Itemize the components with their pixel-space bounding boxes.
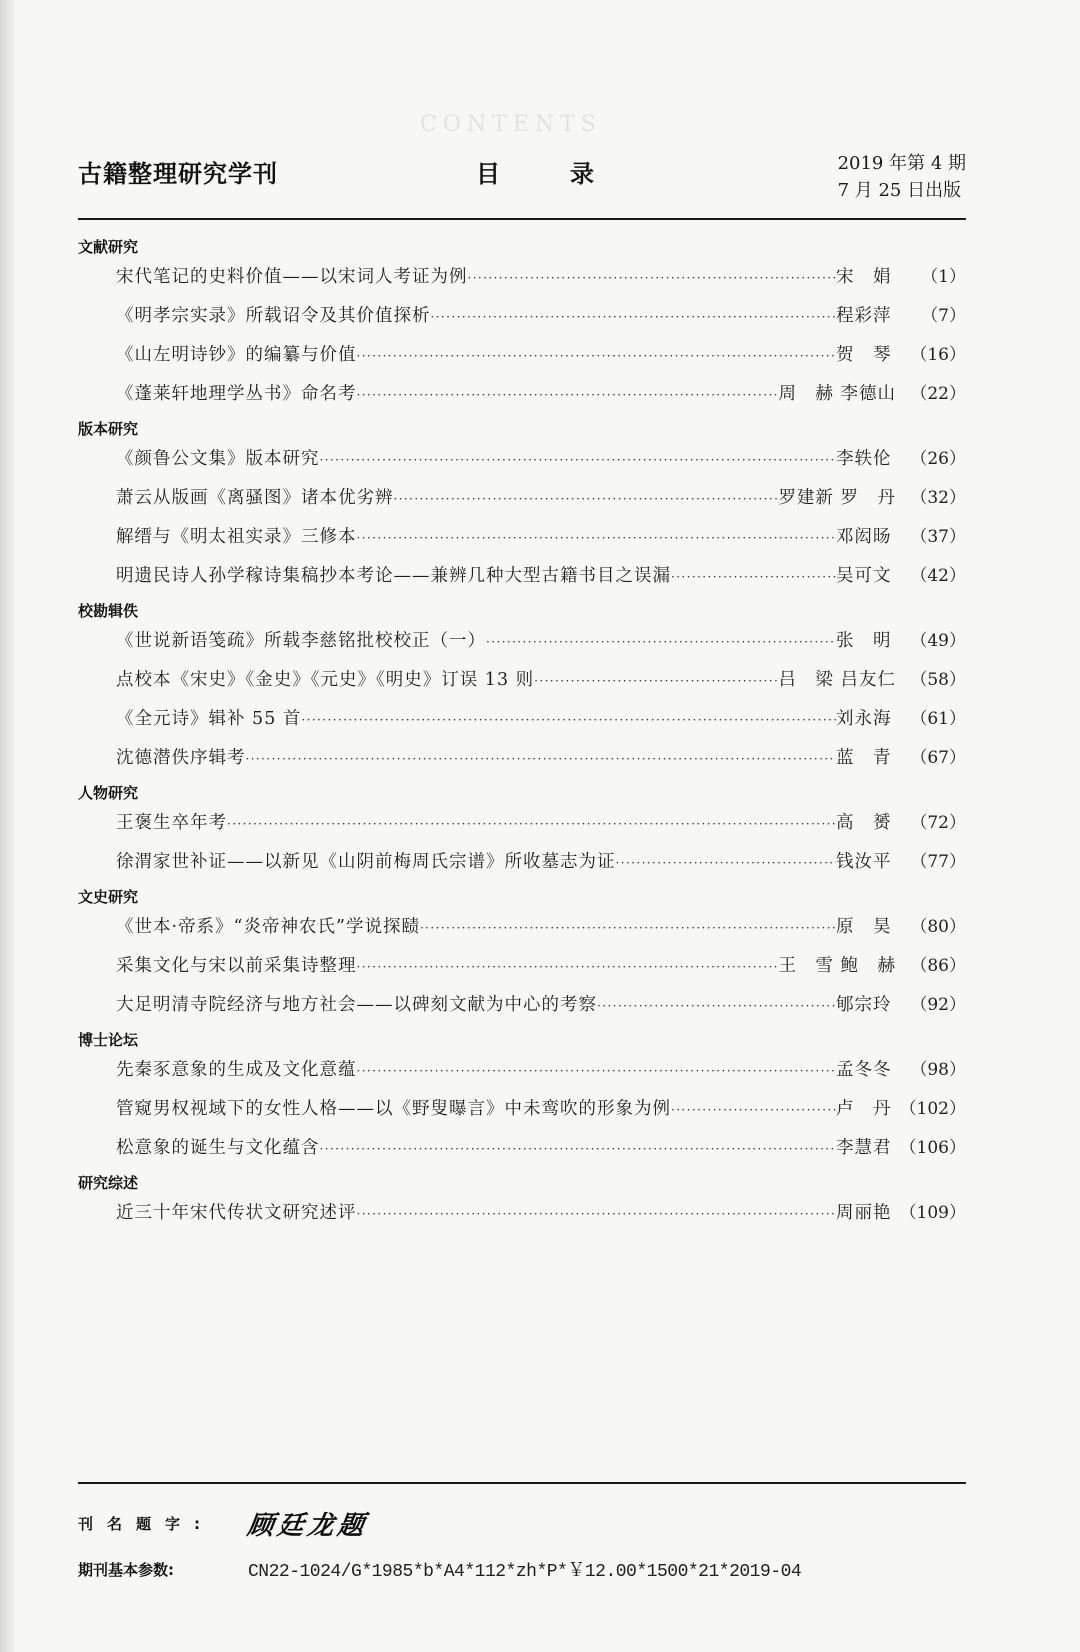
dot-leader [357,1195,837,1234]
entry-page: （106） [899,1138,966,1158]
dot-leader [227,805,836,844]
issue-number: 2019 年第 4 期 [837,153,966,174]
entry-page: （92） [910,995,966,1015]
dot-leader [431,298,837,337]
entry-author: 卢 丹 [836,1099,892,1119]
table-of-contents [78,232,966,1233]
toc-entry [78,479,966,518]
dot-leader [246,740,837,779]
dot-leader [486,623,836,662]
entry-title: 宋代笔记的史料价值——以宋词人考证为例 [116,267,468,287]
toc-entry [78,297,966,336]
entry-title: 明遗民诗人孙学稼诗集稿抄本考论——兼辨几种大型古籍书目之误漏 [116,566,671,586]
toc-entry [78,908,966,947]
entry-page: （58） [910,670,966,690]
entry-author: 郇宗玲 [836,995,892,1015]
entry-title: 点校本《宋史》《金史》《元史》《明史》订误 13 则 [116,670,535,690]
toc-entry [78,843,966,882]
entry-page: （1） [921,267,966,287]
entry-title: 《世说新语笺疏》所载李慈铭批校校正（一） [116,631,486,651]
entry-page: （7） [921,306,966,326]
toc-entry [78,739,966,778]
toc-entry [78,700,966,739]
toc-entry [78,986,966,1025]
publish-date: 7 月 25 日出版 [837,180,962,201]
entry-author: 张 明 [836,631,892,651]
section-heading: 文献研究 [78,238,139,256]
entry-title: 《颜鲁公文集》版本研究 [116,449,320,469]
entry-page: （49） [910,631,966,651]
toc-entry [78,518,966,557]
dot-leader [468,259,837,298]
entry-title: 沈德潜佚序辑考 [116,748,246,768]
toc-entry [78,375,966,414]
entry-author: 吕 梁 吕友仁 [778,670,896,690]
toc-entry [78,258,966,297]
toc-entry [78,336,966,375]
entry-title: 管窥男权视域下的女性人格——以《野叟曝言》中未鸾吹的形象为例 [116,1099,671,1119]
section-heading: 博士论坛 [78,1031,139,1049]
entry-title: 松意象的诞生与文化蕴含 [116,1138,320,1158]
toc-entry [78,622,966,661]
footer-rule [78,1482,966,1484]
dot-leader [616,844,837,883]
entry-author: 邓闳旸 [836,527,892,547]
entry-title: 先秦豕意象的生成及文化意蕴 [116,1060,357,1080]
page-header [78,150,966,220]
entry-page: （26） [910,449,966,469]
dot-leader [320,441,837,480]
entry-title: 萧云从版画《离骚图》诸本优劣辨 [116,488,394,508]
entry-page: （98） [910,1060,966,1080]
entry-title: 大足明清寺院经济与地方社会——以碑刻文献为中心的考察 [116,995,597,1015]
toc-entry [78,557,966,596]
entry-author: 贺 琴 [836,345,892,365]
entry-title: 采集文化与宋以前采集诗整理 [116,956,357,976]
dot-leader [671,1091,836,1130]
entry-page: （86） [910,956,966,976]
entry-author: 王 雪 鲍 赫 [778,956,896,976]
dot-leader [301,701,836,740]
dot-leader [357,376,779,415]
entry-title: 《蓬莱轩地理学丛书》命名考 [116,384,357,404]
section-heading: 版本研究 [78,420,139,438]
entry-title: 徐渭家世补证——以新见《山阴前梅周氏宗谱》所收墓志为证 [116,852,616,872]
toc-entry [78,1051,966,1090]
calligraphy-label: 刊名题字: [78,1514,214,1533]
entry-page: （16） [910,345,966,365]
toc-entry [78,661,966,700]
toc-entry [78,1090,966,1129]
section-heading: 文史研究 [78,888,139,906]
dot-leader [357,519,837,558]
toc-entry [78,804,966,843]
entry-author: 钱汝平 [836,852,892,872]
entry-author: 高 赟 [836,813,892,833]
entry-page: （77） [910,852,966,872]
entry-title: 解缙与《明太祖实录》三修本 [116,527,357,547]
entry-page: （32） [910,488,966,508]
entry-page: （109） [899,1203,966,1223]
journal-params: CN22-1024/G*1985*b*A4*112*zh*P*￥12.00*1500*21*2019-04 [248,1562,802,1582]
entry-page: （37） [910,527,966,547]
entry-author: 宋 娟 [836,267,892,287]
toc-entry [78,440,966,479]
dot-leader [671,558,836,597]
entry-page: （61） [910,709,966,729]
entry-author: 李慧君 [836,1138,892,1158]
entry-author: 李轶伦 [836,449,892,469]
dot-leader [420,909,836,948]
entry-page: （42） [910,566,966,586]
dot-leader [357,337,837,376]
issue-info [838,150,966,204]
dot-leader [394,480,779,519]
entry-author: 原 昊 [836,917,892,937]
entry-author: 刘永海 [836,709,892,729]
calligraphy-row [78,1500,966,1546]
entry-title: 近三十年宋代传状文研究述评 [116,1203,357,1223]
params-label: 期刊基本参数: [78,1560,174,1579]
entry-author: 蓝 青 [836,748,892,768]
dot-leader [357,1052,837,1091]
dot-leader [357,948,779,987]
title-calligraphy: 顾廷龙题 [245,1510,370,1541]
entry-page: （72） [910,813,966,833]
header-rule [78,218,966,220]
toc-entry [78,947,966,986]
entry-page: （80） [910,917,966,937]
show-through-text: CONTENTS [420,112,602,137]
entry-page: （67） [910,748,966,768]
section-heading: 研究综述 [78,1174,139,1192]
entry-title: 《全元诗》辑补 55 首 [116,709,302,729]
page-edge-shadow [0,0,14,1652]
entry-author: 吴可文 [836,566,892,586]
page-footer [78,1500,966,1592]
entry-title: 《明孝宗实录》所载诏令及其价值探析 [116,306,431,326]
section-heading: 人物研究 [78,784,139,802]
journal-title: 古籍整理研究学刊 [78,160,278,188]
entry-author: 周丽艳 [836,1203,892,1223]
toc-title: 目录 [476,160,664,188]
params-row [78,1546,966,1592]
entry-title: 王褒生卒年考 [116,813,227,833]
toc-entry [78,1194,966,1233]
entry-title: 《山左明诗钞》的编纂与价值 [116,345,357,365]
entry-author: 程彩萍 [836,306,892,326]
section-heading: 校勘辑佚 [78,602,139,620]
toc-entry [78,1129,966,1168]
dot-leader [320,1130,837,1169]
entry-page: （102） [899,1099,966,1119]
entry-page: （22） [910,384,966,404]
dot-leader [534,662,778,701]
entry-author: 孟冬冬 [836,1060,892,1080]
entry-author: 罗建新 罗 丹 [778,488,896,508]
entry-title: 《世本·帝系》“炎帝神农氏”学说探赜 [116,917,420,937]
entry-author: 周 赫 李德山 [778,384,896,404]
dot-leader [597,987,836,1026]
